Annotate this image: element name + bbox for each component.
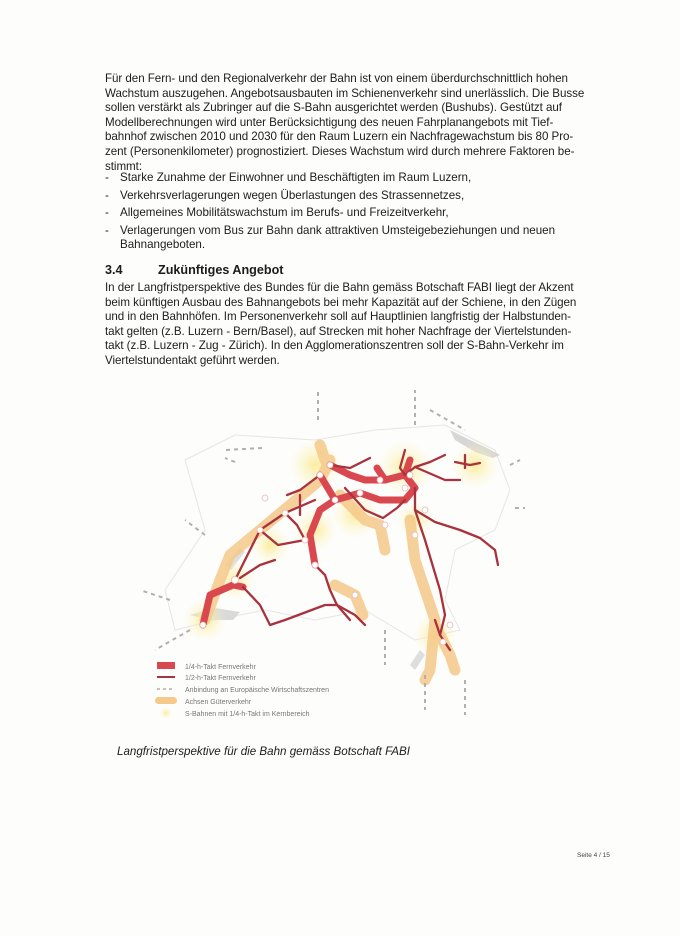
list-item-text: Verkehrsverlagerungen wegen Überlastungen des Strassennetzes, xyxy=(120,188,465,202)
legend-label: S-Bahnen mit 1/4-h-Takt im Kernbereich xyxy=(185,711,310,718)
list-item-text: Verlagerungen vom Bus zur Bahn dank attraktiven Umsteigebeziehungen und neuen Bahnangeboten. xyxy=(120,223,556,252)
legend-label: 1/4-h-Takt Fernverkehr xyxy=(185,664,256,671)
section-heading xyxy=(105,263,283,277)
legend-symbol-freight xyxy=(155,697,177,704)
figure-caption: Langfristperspektive für die Bahn gemäss Botschaft FABI xyxy=(117,745,410,758)
bullet-dash: - xyxy=(105,223,109,237)
map-figure xyxy=(115,380,525,720)
rail-network-map xyxy=(115,380,525,720)
legend-symbol-sbahn xyxy=(160,707,172,719)
list-item xyxy=(105,206,585,221)
section-paragraph: In der Langfristperspektive des Bundes für die Bahn gemäss Botschaft FABI liegt der Akzent beim künftigen Ausbau des Bahnangebots bei mehr Kapazität auf der Schiene, in den Zügen und in den Bahnhöfen. Im Personenverkehr soll auf Hauptlinien langfristig der Halbstunden-takt gelten (z.B. Luzern - Bern/Basel), auf Strecken mit hoher Nachfrage der Viertelstunden-takt (z.B. Luzern - Zug - Zürich). In den Agglomerationszentren soll der S-Bahn-Verkehr im Viertelstundentakt geführt werden. xyxy=(105,281,577,367)
list-item xyxy=(105,224,585,253)
intro-paragraph: Für den Fern- und den Regionalverkehr der Bahn ist von einem überdurchschnittlich hohen Wachstum auszugehen. Angebotsausbauten im Schienenverkehr sind unerlässlich. Die Busse sollen verstärkt als Zubringer auf die S-Bahn ausgerichtet werden (Bushubs). Gestützt auf Modellberechnungen wird unter Berücksichtigung des neuen Fahrplanangebots mit Tief-bahnhof zwischen 2010 und 2030 für den Raum Luzern ein Nachfragewachstum bis 80 Pro-zent (Personenkilometer) prognostiziert. Dieses Wachstum wird durch mehrere Faktoren be-stimmt: xyxy=(105,72,585,173)
bullet-dash: - xyxy=(105,206,109,220)
section-title: Zukünftiges Angebot xyxy=(158,263,284,277)
list-item-text: Starke Zunahme der Einwohner und Beschäftigten im Raum Luzern, xyxy=(120,171,472,184)
bullet-dash: - xyxy=(105,171,109,184)
section-number: 3.4 xyxy=(105,263,123,277)
list-item xyxy=(105,189,585,204)
legend-label: Anbindung an Europäische Wirtschaftszentren xyxy=(185,687,329,694)
bullet-dash: - xyxy=(105,188,109,202)
factor-list xyxy=(105,171,585,256)
legend-symbol-quarter-hour xyxy=(157,662,175,669)
list-item xyxy=(105,171,585,186)
list-item-text: Allgemeines Mobilitätswachstum im Berufs- und Freizeitverkehr, xyxy=(120,206,449,220)
legend-label: Achsen Güterverkehr xyxy=(185,699,252,706)
page-number: Seite 4 / 15 xyxy=(577,852,610,859)
map-legend xyxy=(155,662,329,719)
legend-label: 1/2-h-Takt Fernverkehr xyxy=(185,675,256,682)
